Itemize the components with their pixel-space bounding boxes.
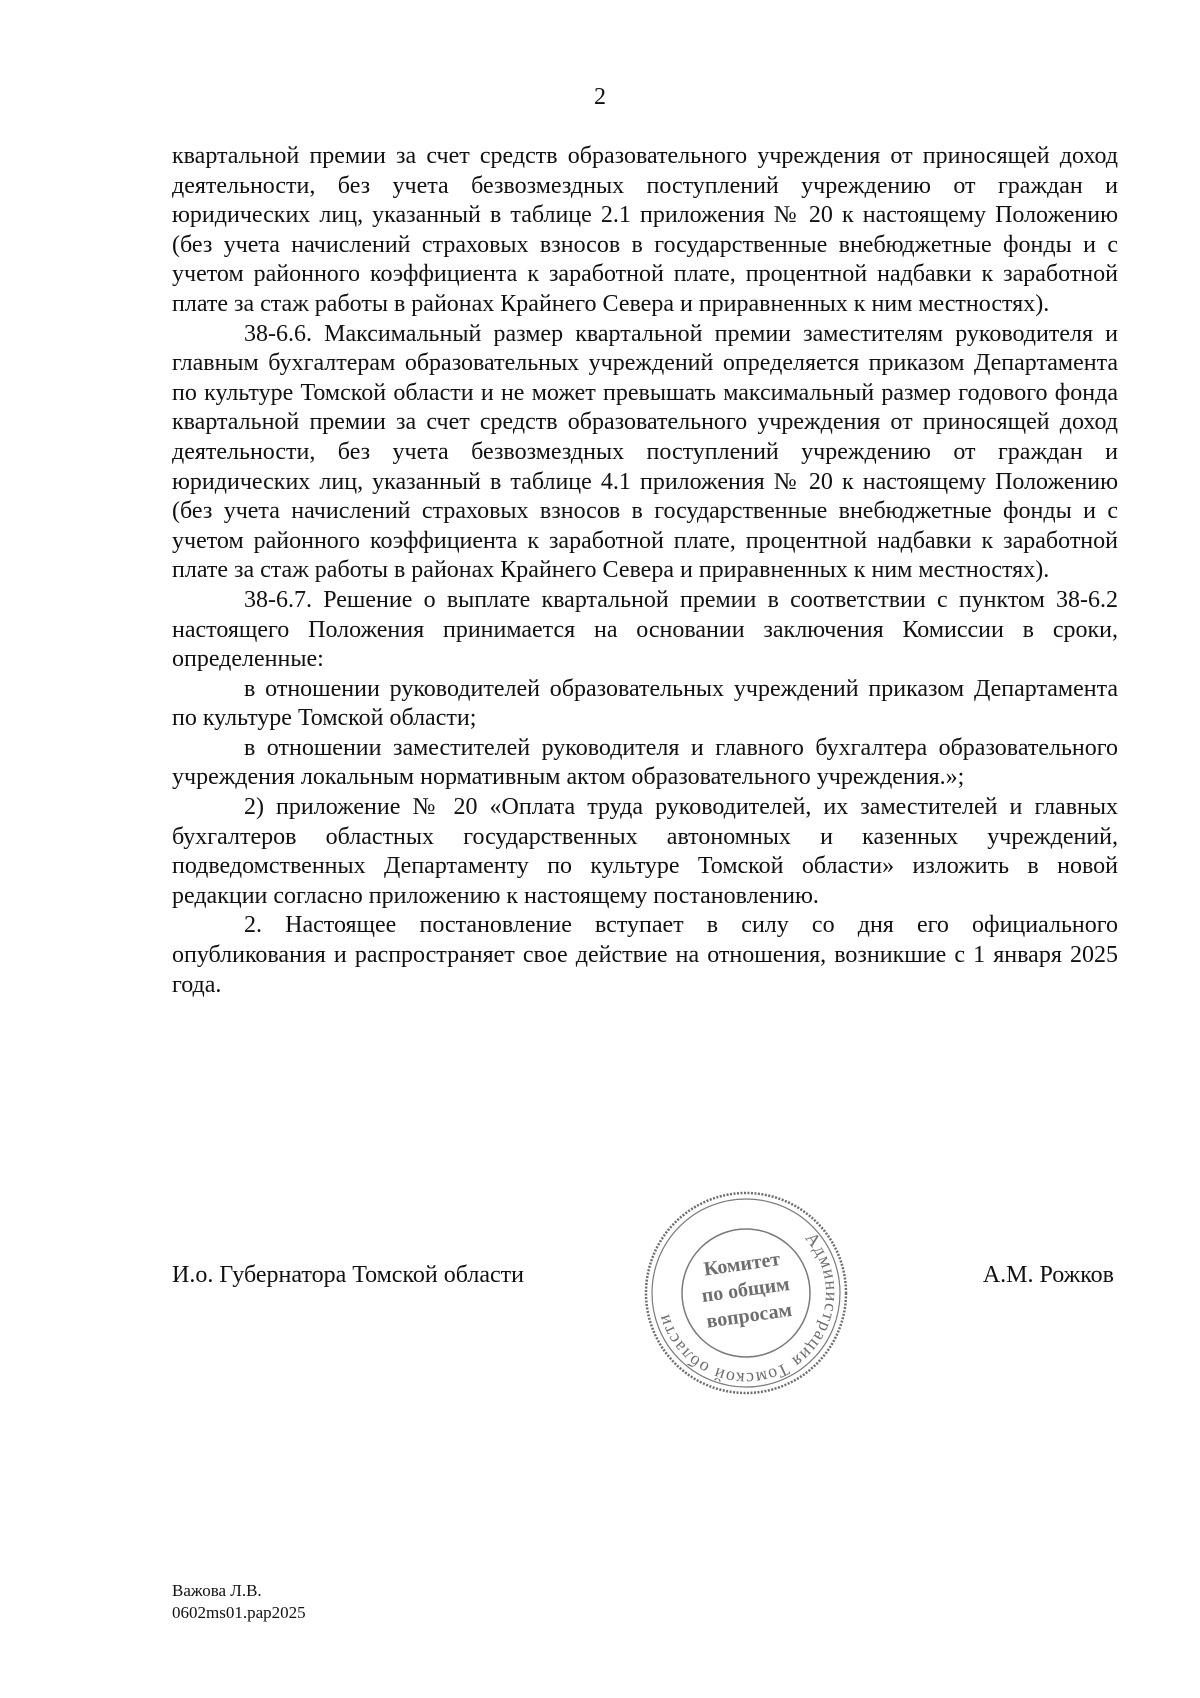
signer-title: И.о. Губернатора Томской области [172, 1262, 524, 1288]
page-number: 2 [594, 84, 606, 110]
paragraph-heads-of-institutions: в отношении руководителей образовательных учреждений приказом Департамента по культуре Томской области; [172, 675, 1118, 732]
seal-center-line-2: по общим [700, 1272, 791, 1308]
paragraph-appendix-20: 2) приложение № 20 «Оплата труда руководителей, их заместителей и главных бухгалтеров областных государственных автономных и казенных учреждений, подведомственных Департаменту по культуре Томской области» изложить в новой редакции согласно приложению к настоящему постановлению. [172, 794, 1118, 909]
paragraph-effective-date: 2. Настоящее постановление вступает в силу со дня его официального опубликования и распространяет свое действие на отношения, возникшие с 1 января 2025 года. [172, 912, 1118, 998]
signer-name: А.М. Рожков [982, 1262, 1114, 1288]
file-code: 0602ms01.pap2025 [172, 1603, 306, 1622]
seal-icon [641, 1188, 851, 1398]
seal-ring-text: Администрация Томской области [653, 1228, 843, 1390]
seal-center-line-3: вопросам [705, 1298, 794, 1333]
paragraph-38-6-7: 38-6.7. Решение о выплате квартальной премии в соответствии с пунктом 38-6.2 настоящего Положения принимается на основании заключения Комиссии в сроки, определенные: [172, 586, 1118, 673]
document-body [172, 142, 1118, 1000]
official-seal [641, 1188, 851, 1398]
seal-center-line-1: Комитет [702, 1248, 782, 1281]
paragraph-continuation: квартальной премии за счет средств образовательного учреждения от приносящей доход деятельности, без учета безвозмездных поступлений учреждению от граждан и юридических лиц, указанный в таблице 2.1 приложения № 20 к настоящему Положению (без учета начислений страховых взносов в государственные внебюджетные фонды и с учетом районного коэффициента к заработной плате, процентной надбавки к заработной плате за стаж работы в районах Крайнего Севера и приравненных к ним местностях). [172, 143, 1118, 317]
paragraph-38-6-6: 38-6.6. Максимальный размер квартальной премии заместителям руководителя и главным бухгалтерам образовательных учреждений определяется приказом Департамента по культуре Томской области и не может превышать максимальный размер годового фонда квартальной премии за счет средств образовательного учреждения от приносящей доход деятельности, без учета безвозмездных поступлений учреждению от граждан и юридических лиц, указанный в таблице 4.1 приложения № 20 к настоящему Положению (без учета начислений страховых взносов в государственные внебюджетные фонды и с учетом районного коэффициента к заработной плате, процентной надбавки к заработной плате за стаж работы в районах Крайнего Севера и приравненных к ним местностях). [172, 320, 1118, 584]
paragraph-deputies-and-accountants: в отношении заместителей руководителя и главного бухгалтера образовательного учреждения локальным нормативным актом образовательного учреждения.»; [172, 734, 1118, 791]
executor-name: Важова Л.В. [172, 1581, 262, 1600]
footer [172, 1580, 306, 1624]
